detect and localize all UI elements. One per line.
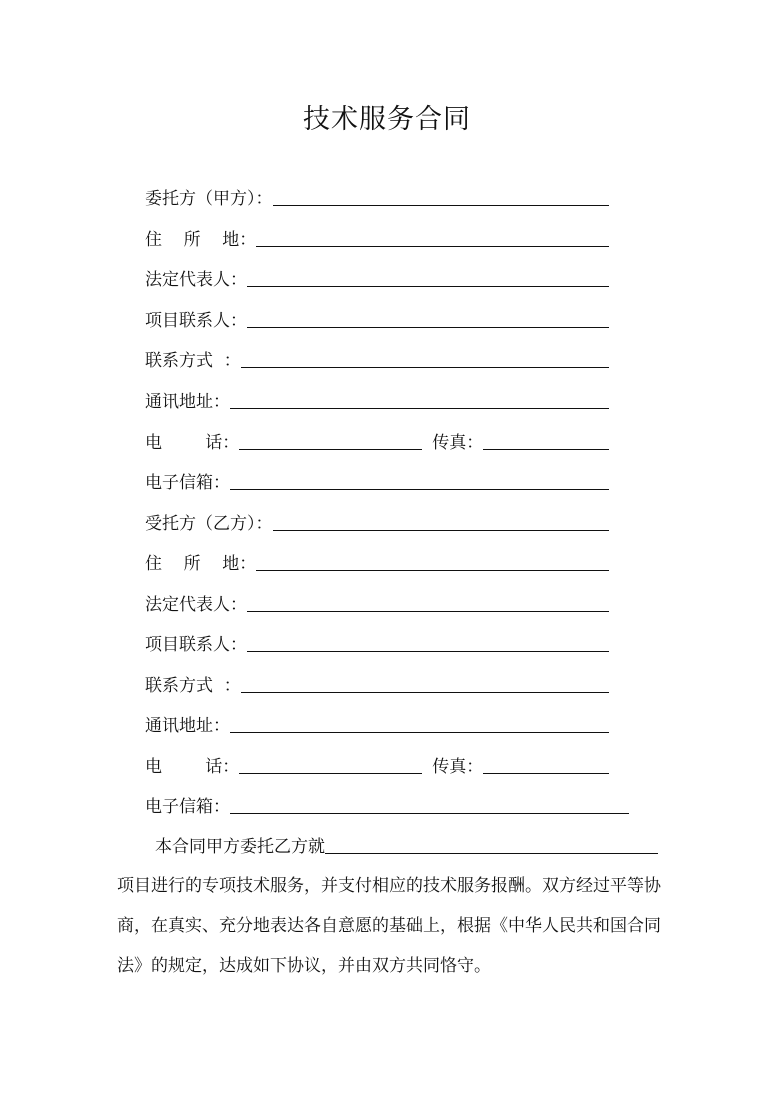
blank-line[interactable] <box>256 552 609 571</box>
blank-line[interactable] <box>247 268 609 287</box>
intro-text: 本合同甲方委托乙方就 <box>155 837 325 857</box>
party-a-phone-fax-field <box>145 428 609 454</box>
intro-line <box>155 832 658 858</box>
party-b-address-field <box>145 549 609 575</box>
blank-line[interactable] <box>230 390 609 409</box>
party-b-phone-fax-field <box>145 752 609 778</box>
field-label: 电子信箱： <box>145 797 230 817</box>
blank-line[interactable] <box>273 187 610 206</box>
field-label: 项目联系人： <box>145 635 247 655</box>
party-a-name-field <box>145 184 609 210</box>
field-label: 通讯地址： <box>145 392 230 412</box>
party-a-contact-method-field <box>145 346 609 372</box>
blank-line[interactable] <box>230 714 609 733</box>
party-a-legal-rep-field <box>145 265 609 291</box>
field-label: 电子信箱： <box>145 473 230 493</box>
party-b-contact-method-field <box>145 671 609 697</box>
field-label: 通讯地址： <box>145 716 230 736</box>
blank-line[interactable] <box>241 674 609 693</box>
fax-label: 传真： <box>432 757 484 777</box>
party-a-mailing-address-field <box>145 387 609 413</box>
blank-line[interactable] <box>273 512 610 531</box>
phone-blank-line[interactable] <box>239 431 422 450</box>
party-a-email-field <box>145 468 609 494</box>
blank-line[interactable] <box>247 633 609 652</box>
field-label: 法定代表人： <box>145 595 247 615</box>
project-blank-line[interactable] <box>325 835 658 854</box>
intro-paragraph: 项目进行的专项技术服务，并支付相应的技术服务报酬。双方经过平等协商，在真实、充分地表达各自意愿的基础上，根据《中华人民共和国合同法》的规定，达成如下协议，并由双方共同恪守。 <box>117 876 661 976</box>
fax-blank-line[interactable] <box>483 431 609 450</box>
field-label: 受托方（乙方）： <box>145 514 273 534</box>
field-label: 住 所 地： <box>145 230 257 250</box>
field-label: 法定代表人： <box>145 270 247 290</box>
document-title: 技术服务合同 <box>303 104 471 135</box>
party-b-contact-person-field <box>145 630 609 656</box>
blank-line[interactable] <box>247 309 609 328</box>
party-b-legal-rep-field <box>145 590 609 616</box>
blank-line[interactable] <box>230 795 629 814</box>
field-label: 电 话： <box>145 433 240 453</box>
party-b-mailing-address-field <box>145 711 609 737</box>
field-label: 项目联系人： <box>145 311 247 331</box>
fax-label: 传真： <box>432 433 484 453</box>
fax-blank-line[interactable] <box>483 755 609 774</box>
field-label: 住 所 地： <box>145 554 257 574</box>
blank-line[interactable] <box>241 349 609 368</box>
party-b-name-field <box>145 509 609 535</box>
phone-blank-line[interactable] <box>239 755 422 774</box>
party-a-address-field <box>145 225 609 251</box>
field-label: 电 话： <box>145 757 240 777</box>
field-label: 委托方（甲方）： <box>145 189 273 209</box>
party-a-contact-person-field <box>145 306 609 332</box>
field-label: 联系方式 ： <box>145 351 241 371</box>
blank-line[interactable] <box>247 593 609 612</box>
field-label: 联系方式 ： <box>145 676 241 696</box>
blank-line[interactable] <box>256 228 609 247</box>
blank-line[interactable] <box>230 471 609 490</box>
party-b-email-field <box>145 792 629 818</box>
